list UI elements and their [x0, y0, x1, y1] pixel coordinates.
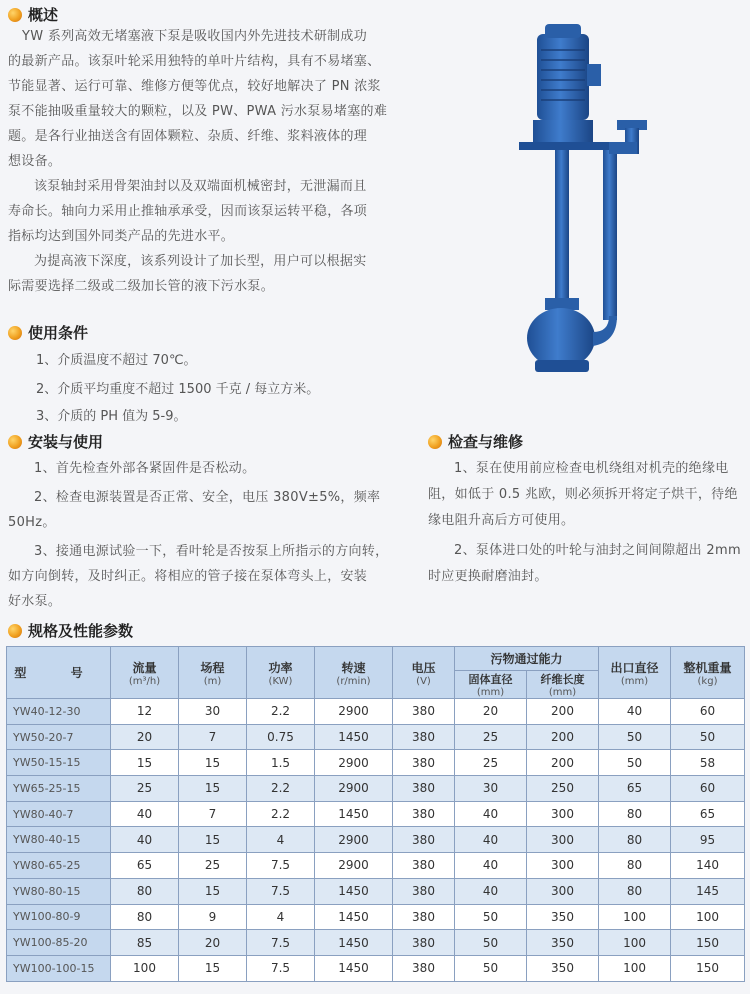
table-cell: 7.5	[247, 930, 315, 956]
table-cell: 40	[455, 801, 527, 827]
table-cell: 15	[179, 955, 247, 981]
table-cell: 2900	[315, 699, 393, 725]
table-cell: 7	[179, 724, 247, 750]
table-cell: 15	[179, 750, 247, 776]
table-row	[7, 827, 745, 853]
table-cell: 30	[455, 776, 527, 802]
spec-table	[6, 646, 745, 982]
maintenance-heading: 检查与维修	[428, 431, 523, 452]
model-cell: YW50-20-7	[7, 724, 111, 750]
table-row	[7, 955, 745, 981]
table-cell: 150	[671, 930, 745, 956]
header-fiber: 纤维长度 (mm)	[527, 671, 599, 699]
bullet-icon	[8, 8, 22, 22]
header-model: 型 号	[7, 647, 111, 699]
installation-heading: 安装与使用	[8, 431, 103, 452]
table-cell: 30	[179, 699, 247, 725]
table-cell: 2900	[315, 827, 393, 853]
model-cell: YW80-65-25	[7, 853, 111, 879]
table-row	[7, 930, 745, 956]
table-cell: 100	[599, 904, 671, 930]
table-cell: 80	[111, 878, 179, 904]
table-cell: 40	[455, 853, 527, 879]
table-cell: 380	[393, 930, 455, 956]
table-cell: 200	[527, 724, 599, 750]
header-power: 功率 (KW)	[247, 647, 315, 699]
overview-text: YW 系列高效无堵塞液下泵是吸收国内外先进技术研制成功 的最新产品。该泵叶轮采用独特的单叶片结构，具有不易堵塞、 节能显著、运行可靠、维修方便等优点，较好地解决了 PN 浓浆 泵不能抽吸重量较大的颗粒，以及 PW、PWA 污水泵易堵塞的难 题。是各行业抽送含有固体颗粒、杂质、纤维、浆料液体的理 想设备。 该泵轴封采用骨架油封以及双端面机械密封，无泄漏而且 寿命长。轴向力采用止推轴承承受，因而该泵运转平稳，各项 指标均达到国外同类产品的先进水平。 为提高液下深度，该系列设计了加长型，用户可以根据实 际需要选择二级或二级加长管的液下污水泵。	[8, 29, 388, 294]
table-cell: 145	[671, 878, 745, 904]
table-cell: 100	[111, 955, 179, 981]
table-cell: 100	[671, 904, 745, 930]
table-cell: 100	[599, 930, 671, 956]
condition-item-3: 3、介质的 PH 值为 5-9。	[36, 409, 187, 424]
table-cell: 2.2	[247, 699, 315, 725]
pump-illustration	[505, 20, 665, 380]
table-cell: 380	[393, 776, 455, 802]
table-cell: 40	[455, 878, 527, 904]
table-cell: 150	[671, 955, 745, 981]
table-cell: 2900	[315, 776, 393, 802]
model-cell: YW65-25-15	[7, 776, 111, 802]
table-cell: 7.5	[247, 955, 315, 981]
table-cell: 380	[393, 904, 455, 930]
table-cell: 25	[455, 724, 527, 750]
table-cell: 25	[455, 750, 527, 776]
table-cell: 50	[671, 724, 745, 750]
table-cell: 1450	[315, 904, 393, 930]
model-cell: YW100-100-15	[7, 955, 111, 981]
table-cell: 350	[527, 955, 599, 981]
table-row	[7, 750, 745, 776]
table-cell: 1.5	[247, 750, 315, 776]
model-cell: YW80-40-15	[7, 827, 111, 853]
table-cell: 50	[455, 904, 527, 930]
table-row	[7, 878, 745, 904]
table-cell: 300	[527, 878, 599, 904]
header-voltage: 电压 (V)	[393, 647, 455, 699]
table-cell: 40	[455, 827, 527, 853]
table-cell: 15	[111, 750, 179, 776]
table-cell: 140	[671, 853, 745, 879]
table-cell: 7.5	[247, 878, 315, 904]
header-head: 场程 (m)	[179, 647, 247, 699]
table-row	[7, 724, 745, 750]
header-passage: 污物通过能力	[455, 647, 599, 671]
table-cell: 65	[599, 776, 671, 802]
table-cell: 1450	[315, 878, 393, 904]
table-cell: 1450	[315, 955, 393, 981]
model-cell: YW100-80-9	[7, 904, 111, 930]
header-solid: 固体直径 (mm)	[455, 671, 527, 699]
table-cell: 380	[393, 853, 455, 879]
bullet-icon	[428, 435, 442, 449]
model-cell: YW100-85-20	[7, 930, 111, 956]
table-cell: 0.75	[247, 724, 315, 750]
table-cell: 50	[599, 750, 671, 776]
installation-text: 1、首先检查外部各紧固件是否松动。 2、检查电源装置是否正常、安全，电压 380V±5%，频率 50Hz。 3、接通电源试验一下，看叶轮是否按泵上所指示的方向转， 如方向倒转，及时纠正。将相应的管子接在泵体弯头上，安装 好水泵。	[8, 461, 389, 609]
bullet-icon	[8, 326, 22, 340]
table-row	[7, 776, 745, 802]
model-cell: YW50-15-15	[7, 750, 111, 776]
specs-heading: 规格及性能参数	[8, 620, 133, 641]
table-cell: 4	[247, 904, 315, 930]
model-cell: YW40-12-30	[7, 699, 111, 725]
table-cell: 20	[111, 724, 179, 750]
table-cell: 250	[527, 776, 599, 802]
table-cell: 12	[111, 699, 179, 725]
model-cell: YW80-80-15	[7, 878, 111, 904]
table-cell: 40	[599, 699, 671, 725]
model-cell: YW80-40-7	[7, 801, 111, 827]
conditions-heading: 使用条件	[8, 322, 88, 343]
table-cell: 50	[455, 930, 527, 956]
table-row	[7, 699, 745, 725]
table-cell: 58	[671, 750, 745, 776]
table-cell: 25	[111, 776, 179, 802]
table-cell: 380	[393, 955, 455, 981]
table-cell: 350	[527, 904, 599, 930]
table-cell: 7	[179, 801, 247, 827]
table-cell: 60	[671, 699, 745, 725]
table-cell: 380	[393, 750, 455, 776]
table-row	[7, 801, 745, 827]
maintenance-text: 1、泵在使用前应检查电机绕组对机壳的绝缘电 阻，如低于 0.5 兆欧，则必须拆开将定子烘干，待绝 缘电阻升高后方可使用。 2、泵体进口处的叶轮与油封之间间隙超出 2mm 时应更换耐磨油封。	[428, 461, 741, 584]
table-cell: 350	[527, 930, 599, 956]
table-cell: 65	[671, 801, 745, 827]
table-cell: 80	[111, 904, 179, 930]
overview-heading: 概述	[8, 4, 58, 25]
table-cell: 300	[527, 827, 599, 853]
table-cell: 40	[111, 827, 179, 853]
table-cell: 20	[455, 699, 527, 725]
table-cell: 2.2	[247, 776, 315, 802]
table-cell: 25	[179, 853, 247, 879]
table-cell: 380	[393, 699, 455, 725]
table-cell: 85	[111, 930, 179, 956]
table-cell: 60	[671, 776, 745, 802]
table-cell: 15	[179, 776, 247, 802]
table-cell: 50	[599, 724, 671, 750]
table-cell: 380	[393, 878, 455, 904]
table-cell: 9	[179, 904, 247, 930]
bullet-icon	[8, 624, 22, 638]
bullet-icon	[8, 435, 22, 449]
table-cell: 100	[599, 955, 671, 981]
table-cell: 40	[111, 801, 179, 827]
table-cell: 2.2	[247, 801, 315, 827]
table-cell: 300	[527, 853, 599, 879]
table-cell: 95	[671, 827, 745, 853]
table-cell: 80	[599, 853, 671, 879]
table-cell: 7.5	[247, 853, 315, 879]
table-cell: 200	[527, 750, 599, 776]
table-row	[7, 853, 745, 879]
table-cell: 20	[179, 930, 247, 956]
table-cell: 80	[599, 801, 671, 827]
condition-item-2: 2、介质平均重度不超过 1500 千克 / 每立方米。	[36, 382, 320, 397]
table-cell: 380	[393, 801, 455, 827]
table-cell: 1450	[315, 930, 393, 956]
table-cell: 1450	[315, 724, 393, 750]
table-cell: 15	[179, 878, 247, 904]
table-cell: 65	[111, 853, 179, 879]
table-cell: 1450	[315, 801, 393, 827]
header-weight: 整机重量 (kg)	[671, 647, 745, 699]
condition-item-1: 1、介质温度不超过 70℃。	[36, 353, 197, 368]
table-cell: 50	[455, 955, 527, 981]
table-cell: 200	[527, 699, 599, 725]
table-cell: 380	[393, 724, 455, 750]
header-speed: 转速 (r/min)	[315, 647, 393, 699]
table-cell: 80	[599, 827, 671, 853]
table-cell: 380	[393, 827, 455, 853]
table-cell: 15	[179, 827, 247, 853]
table-cell: 80	[599, 878, 671, 904]
header-flow: 流量 (m³/h)	[111, 647, 179, 699]
header-outlet: 出口直径 (mm)	[599, 647, 671, 699]
table-cell: 2900	[315, 750, 393, 776]
table-cell: 300	[527, 801, 599, 827]
table-row	[7, 904, 745, 930]
table-cell: 4	[247, 827, 315, 853]
table-cell: 2900	[315, 853, 393, 879]
